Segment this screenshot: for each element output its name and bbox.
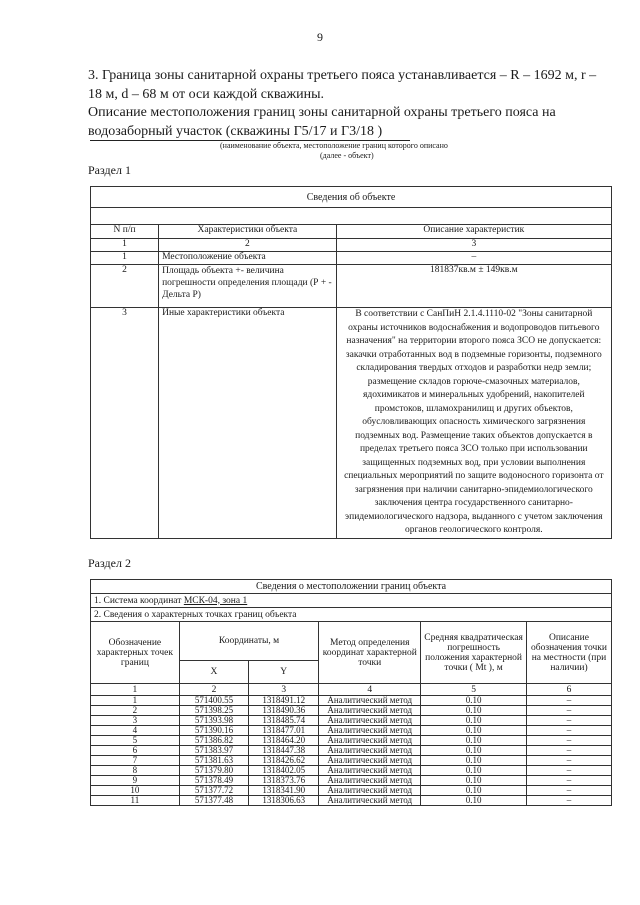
point-id: 5 [91, 736, 180, 746]
point-y: 1318491.12 [249, 696, 319, 706]
object-alias-hint: (далее - объект) [320, 151, 374, 160]
point-y: 1318402.05 [249, 766, 319, 776]
table-row [91, 726, 612, 736]
table-row [91, 716, 612, 726]
col-number: 6 [526, 684, 611, 696]
row-number: 3 [91, 308, 159, 539]
point-method: Аналитический метод [319, 726, 421, 736]
point-method: Аналитический метод [319, 706, 421, 716]
point-error: 0.10 [421, 716, 527, 726]
row-description: – [336, 252, 611, 265]
col-number: 2 [179, 684, 248, 696]
header-y: Y [249, 661, 319, 684]
point-y: 1318447.38 [249, 746, 319, 756]
point-id: 6 [91, 746, 180, 756]
point-id: 8 [91, 766, 180, 776]
point-error: 0.10 [421, 796, 527, 806]
point-description: – [526, 756, 611, 766]
point-x: 571378.49 [179, 776, 248, 786]
point-error: 0.10 [421, 726, 527, 736]
point-y: 1318477.01 [249, 726, 319, 736]
zone-description-heading: Описание местоположения границ зоны санитарной охраны третьего пояса на водозаборный участок (скважины Г5/17 и Г3/18 ) [88, 105, 556, 139]
point-y: 1318426.62 [249, 756, 319, 766]
point-id: 10 [91, 786, 180, 796]
point-x: 571379.80 [179, 766, 248, 776]
point-description: – [526, 766, 611, 776]
header-x: X [179, 661, 248, 684]
point-x: 571383.97 [179, 746, 248, 756]
coordinate-system [91, 594, 612, 608]
row-description: В соответствии с СанПиН 2.1.4.1110-02 "Зоны санитарной охраны источников водоснабжения и водопроводов питьевого назначения" на территории второго пояса ЗСО не допускается: закачки отработанных вод в подземные горизонты, подземного складирования твердых отходов и разработки недр земли; размещение складов горюче-смазочных материалов, ядохимикатов и минеральных удобрений, накопителей промстоков, шламохранилищ и других объектов, обусловливающих опасность химического загрязнения подземных вод. Размещение таких объектов допускается в пределах третьего пояса ЗСО только при использовании защищенных подземных вод, при условии выполнения специальных мероприятий по защите водоносного горизонта от загрязнения при наличии санитарно-эпидемиологического заключения центра государственного санитарно-эпидемиологического надзора, выданного с учетом заключения органов геологического контроля. [336, 308, 611, 539]
point-y: 1318485.74 [249, 716, 319, 726]
col-number: 3 [336, 239, 611, 252]
zone-boundary-paragraph: 3. Граница зоны санитарной охраны третьего пояса устанавливается – R – 1692 м, r – 18 м, d – 68 м от оси каждой скважины. [88, 68, 597, 102]
header-coordinates: Координаты, м [179, 622, 319, 661]
coordinate-system-value: МСК-04, зона 1 [183, 595, 248, 606]
point-method: Аналитический метод [319, 696, 421, 706]
col-number: 4 [319, 684, 421, 696]
point-x: 571377.48 [179, 796, 248, 806]
point-id: 11 [91, 796, 180, 806]
row-description: 181837кв.м ± 149кв.м [336, 265, 611, 308]
col-number: 3 [249, 684, 319, 696]
point-error: 0.10 [421, 736, 527, 746]
header-designation: Обозначение характерных точек границ [91, 622, 180, 684]
point-description: – [526, 796, 611, 806]
header-point-description: Описание обозначения точки на местности (при наличии) [526, 622, 611, 684]
table-row [91, 766, 612, 776]
point-id: 2 [91, 706, 180, 716]
point-x: 571400.55 [179, 696, 248, 706]
table-row [91, 796, 612, 806]
point-description: – [526, 746, 611, 756]
section1-label: Раздел 1 [88, 163, 131, 177]
point-error: 0.10 [421, 756, 527, 766]
col-number: 1 [91, 239, 159, 252]
point-description: – [526, 786, 611, 796]
point-method: Аналитический метод [319, 756, 421, 766]
point-description: – [526, 736, 611, 746]
point-id: 4 [91, 726, 180, 736]
point-description: – [526, 696, 611, 706]
point-y: 1318490.36 [249, 706, 319, 716]
point-y: 1318306.63 [249, 796, 319, 806]
point-error: 0.10 [421, 766, 527, 776]
header-characteristic: Характеристики объекта [159, 225, 337, 239]
point-description: – [526, 776, 611, 786]
point-x: 571390.16 [179, 726, 248, 736]
row-characteristic: Площадь объекта +- величина погрешности определения площади (Р + - Дельта Р) [159, 265, 337, 308]
object-name-hint: (наименование объекта, местоположение границ которого описано [220, 141, 448, 150]
row-number: 1 [91, 252, 159, 265]
boundary-points-table [90, 579, 612, 806]
section2-label: Раздел 2 [88, 556, 131, 570]
point-error: 0.10 [421, 776, 527, 786]
point-description: – [526, 716, 611, 726]
boundary-info-title: Сведения о местоположении границ объекта [91, 580, 612, 594]
row-characteristic: Иные характеристики объекта [159, 308, 337, 539]
table-row [91, 746, 612, 756]
point-x: 571381.63 [179, 756, 248, 766]
point-x: 571393.98 [179, 716, 248, 726]
blank-row [91, 208, 612, 225]
point-x: 571386.82 [179, 736, 248, 746]
page-number: 9 [317, 30, 323, 44]
point-method: Аналитический метод [319, 786, 421, 796]
point-y: 1318464.20 [249, 736, 319, 746]
table-row [91, 756, 612, 766]
point-error: 0.10 [421, 696, 527, 706]
col-number: 1 [91, 684, 180, 696]
point-description: – [526, 706, 611, 716]
table-row [91, 696, 612, 706]
col-number: 5 [421, 684, 527, 696]
point-error: 0.10 [421, 786, 527, 796]
object-info-title: Сведения об объекте [91, 187, 612, 208]
point-method: Аналитический метод [319, 776, 421, 786]
row-characteristic: Местоположение объекта [159, 252, 337, 265]
point-x: 571377.72 [179, 786, 248, 796]
coordinate-system-label: 1. Система координат [94, 595, 184, 606]
point-x: 571398.25 [179, 706, 248, 716]
point-description: – [526, 726, 611, 736]
point-error: 0.10 [421, 746, 527, 756]
point-method: Аналитический метод [319, 796, 421, 806]
table-row [91, 706, 612, 716]
point-y: 1318341.90 [249, 786, 319, 796]
col-number: 2 [159, 239, 337, 252]
point-id: 3 [91, 716, 180, 726]
table-row [91, 776, 612, 786]
point-method: Аналитический метод [319, 716, 421, 726]
point-y: 1318373.76 [249, 776, 319, 786]
point-id: 7 [91, 756, 180, 766]
table-row [91, 786, 612, 796]
point-method: Аналитический метод [319, 736, 421, 746]
point-method: Аналитический метод [319, 766, 421, 776]
object-info-table [90, 186, 612, 539]
point-id: 1 [91, 696, 180, 706]
table-row [91, 736, 612, 746]
header-number: N п/п [91, 225, 159, 239]
header-description: Описание характеристик [336, 225, 611, 239]
point-id: 9 [91, 776, 180, 786]
row-number: 2 [91, 265, 159, 308]
header-error: Средняя квадратическая погрешность положения характерной точки ( Mt ), м [421, 622, 527, 684]
characteristic-points-title: 2. Сведения о характерных точках границ объекта [91, 608, 612, 622]
point-method: Аналитический метод [319, 746, 421, 756]
point-error: 0.10 [421, 706, 527, 716]
header-method: Метод определения координат характерной точки [319, 622, 421, 684]
